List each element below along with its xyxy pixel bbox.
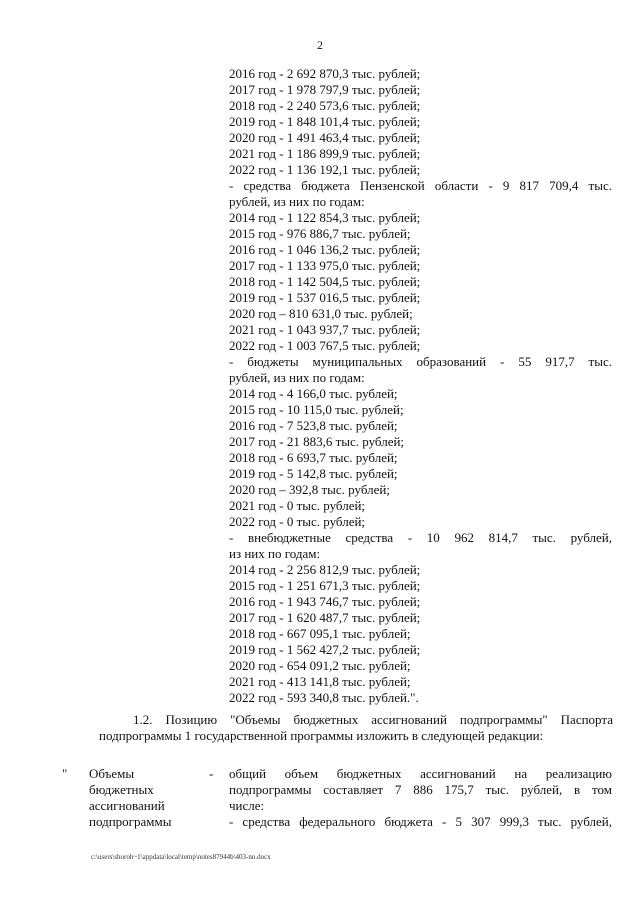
list-line: 2017 год - 1 978 797,9 тыс. рублей; [229, 82, 421, 97]
list-line: 2016 год - 2 692 870,3 тыс. рублей; [229, 66, 421, 81]
list-line: из них по годам: [229, 546, 321, 561]
list-line: 2016 год - 1 943 746,7 тыс. рублей; [229, 594, 421, 609]
list-heading-extrabudget: - внебюджетные средства - 10 962 814,7 тыс. рублей, [229, 530, 612, 545]
amendment-paragraph: 1.2. Позицию "Объемы бюджетных ассигнований подпрограммы" Паспорта подпрограммы 1 государственной программы изложить в следующей редакции: [99, 712, 613, 743]
funding-list [229, 66, 612, 706]
list-line: 2014 год - 1 122 854,3 тыс. рублей; [229, 210, 421, 225]
list-line: 2016 год - 1 046 136,2 тыс. рублей; [229, 242, 421, 257]
list-line: 2018 год - 2 240 573,6 тыс. рублей; [229, 98, 421, 113]
list-line: 2016 год - 7 523,8 тыс. рублей; [229, 418, 398, 433]
list-line: рублей, из них по годам: [229, 370, 365, 385]
opening-quote-mark: " [62, 766, 68, 781]
table-row-value [229, 766, 612, 830]
list-line: 2022 год - 0 тыс. рублей; [229, 514, 366, 529]
list-line: рублей, из них по годам: [229, 194, 365, 209]
list-line: 2015 год - 976 886,7 тыс. рублей; [229, 226, 411, 241]
label-line: бюджетных [89, 782, 154, 797]
list-line: 2019 год - 5 142,8 тыс. рублей; [229, 466, 398, 481]
list-line: 2014 год - 2 256 812,9 тыс. рублей; [229, 562, 421, 577]
list-line: 2021 год - 413 141,8 тыс. рублей; [229, 674, 411, 689]
value-line: общий объем бюджетных ассигнований на реализацию [229, 766, 612, 781]
list-line: 2017 год - 1 620 487,7 тыс. рублей; [229, 610, 421, 625]
value-line: числе: [229, 798, 265, 813]
page-number: 2 [317, 38, 323, 52]
list-line: 2019 год - 1 848 101,4 тыс. рублей; [229, 114, 421, 129]
table-row-label [89, 766, 199, 830]
list-line: 2020 год – 810 631,0 тыс. рублей; [229, 306, 413, 321]
label-line: ассигнований [89, 798, 165, 813]
value-line: подпрограммы составляет 7 886 175,7 тыс. рублей, в том [229, 782, 612, 797]
list-line: 2020 год – 392,8 тыс. рублей; [229, 482, 390, 497]
list-line: 2018 год - 6 693,7 тыс. рублей; [229, 450, 398, 465]
list-line: 2015 год - 10 115,0 тыс. рублей; [229, 402, 404, 417]
value-line: - средства федерального бюджета - 5 307 999,3 тыс. рублей, [229, 814, 612, 829]
list-line: 2015 год - 1 251 671,3 тыс. рублей; [229, 578, 421, 593]
list-line: 2022 год - 593 340,8 тыс. рублей.". [229, 690, 419, 705]
list-line: 2019 год - 1 537 016,5 тыс. рублей; [229, 290, 421, 305]
list-line: 2021 год - 1 186 899,9 тыс. рублей; [229, 146, 421, 161]
file-path-footer: c:\users\shoroh~1\appdata\local\temp\notes87944b\403-nn.docx [91, 853, 271, 861]
list-line: 2017 год - 1 133 975,0 тыс. рублей; [229, 258, 421, 273]
label-line: подпрограммы [89, 814, 172, 829]
list-line: 2021 год - 0 тыс. рублей; [229, 498, 366, 513]
list-line: 2014 год - 4 166,0 тыс. рублей; [229, 386, 398, 401]
list-heading-regional: - средства бюджета Пензенской области - 9 817 709,4 тыс. [229, 178, 612, 193]
list-line: 2018 год - 1 142 504,5 тыс. рублей; [229, 274, 421, 289]
list-line: 2020 год - 1 491 463,4 тыс. рублей; [229, 130, 421, 145]
list-line: 2017 год - 21 883,6 тыс. рублей; [229, 434, 405, 449]
list-line: 2018 год - 667 095,1 тыс. рублей; [229, 626, 411, 641]
list-line: 2021 год - 1 043 937,7 тыс. рублей; [229, 322, 421, 337]
list-line: 2022 год - 1 136 192,1 тыс. рублей; [229, 162, 421, 177]
list-heading-municipal: - бюджеты муниципальных образований - 55 917,7 тыс. [229, 354, 612, 369]
list-line: 2019 год - 1 562 427,2 тыс. рублей; [229, 642, 421, 657]
list-line: 2020 год - 654 091,2 тыс. рублей; [229, 658, 411, 673]
table-separator-dash: - [209, 766, 214, 781]
list-line: 2022 год - 1 003 767,5 тыс. рублей; [229, 338, 421, 353]
label-line: Объемы [89, 766, 135, 781]
